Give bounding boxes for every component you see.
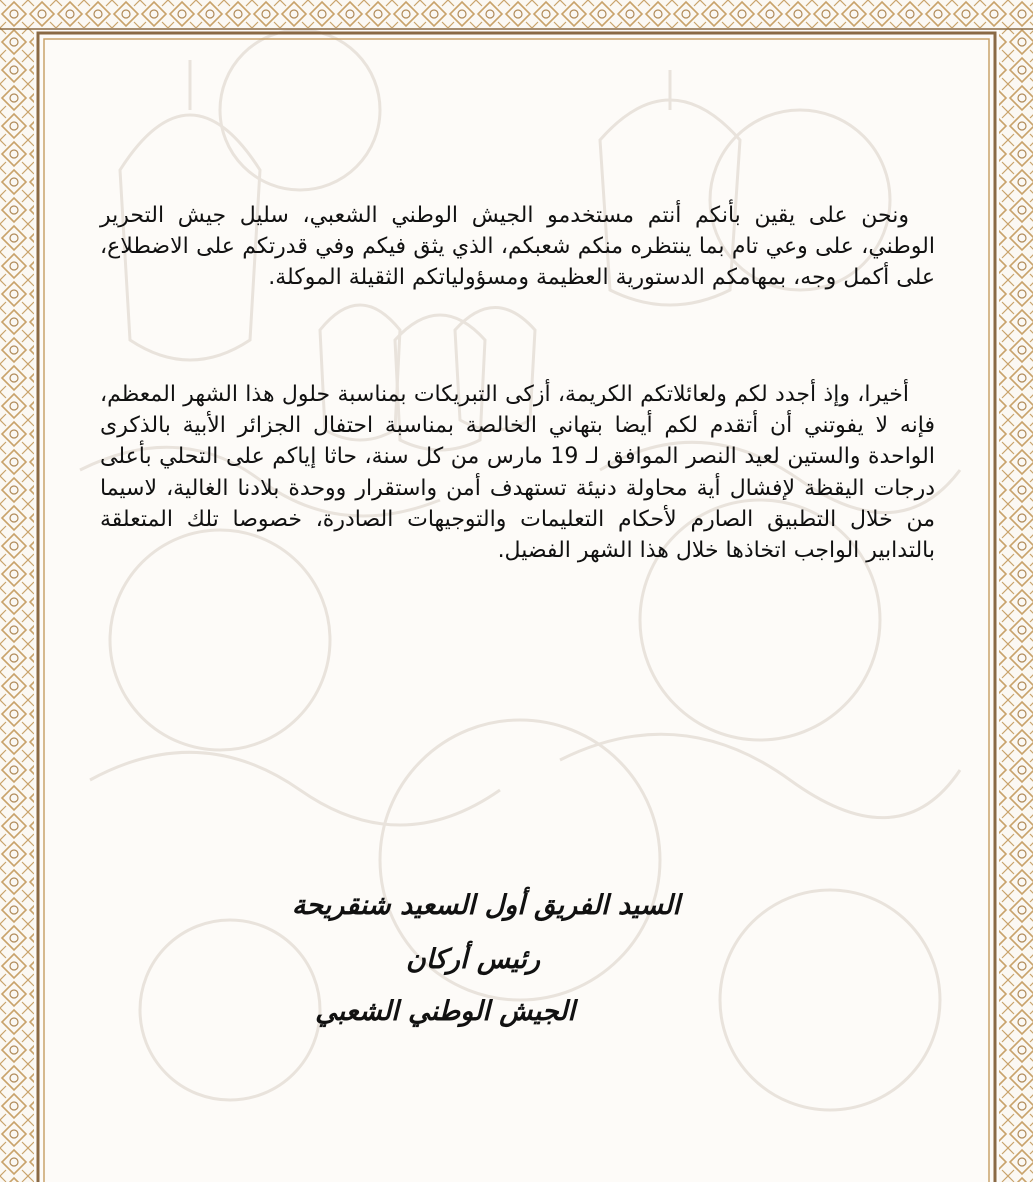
signature-block <box>80 880 680 1140</box>
signatory-name: السيد الفريق أول السعيد شنقريحة <box>291 890 680 921</box>
signatory-organization: الجيش الوطني الشعبي <box>315 996 575 1027</box>
paragraph-2: أخيرا، وإذ أجدد لكم ولعائلاتكم الكريمة، أزكى التبريكات بمناسبة حلول هذا الشهر المعظم، فإنه لا يفوتني أن أتقدم لكم أيضا بتهاني الخالصة بمناسبة احتفال الجزائر الأبية بالذكرى الواحدة والستين لعيد النصر الموافق لـ 19 مارس من كل سنة، حاثا إياكم على التحلي بأعلى درجات اليقظة لإفشال أية محاولة دنيئة تستهدف أمن واستقرار ووحدة بلادنا الغالية، لاسيما من خلال التطبيق الصارم لأحكام التعليمات والتوجيهات الصادرة، خصوصا تلك المتعلقة بالتدابير الواجب اتخاذها خلال هذا الشهر الفضيل. <box>100 382 935 564</box>
signatory-title: رئيس أركان <box>406 944 540 975</box>
paragraph-1: ونحن على يقين بأنكم أنتم مستخدمو الجيش الوطني الشعبي، سليل جيش التحرير الوطني، على وعي تام بما ينتظره منكم شعبكم، الذي يثق فيكم وفي قدرتكم على الاضطلاع، على أكمل وجه، بمهامكم الدستورية العظيمة ومسؤولياتكم الثقيلة الموكلة. <box>100 203 935 291</box>
